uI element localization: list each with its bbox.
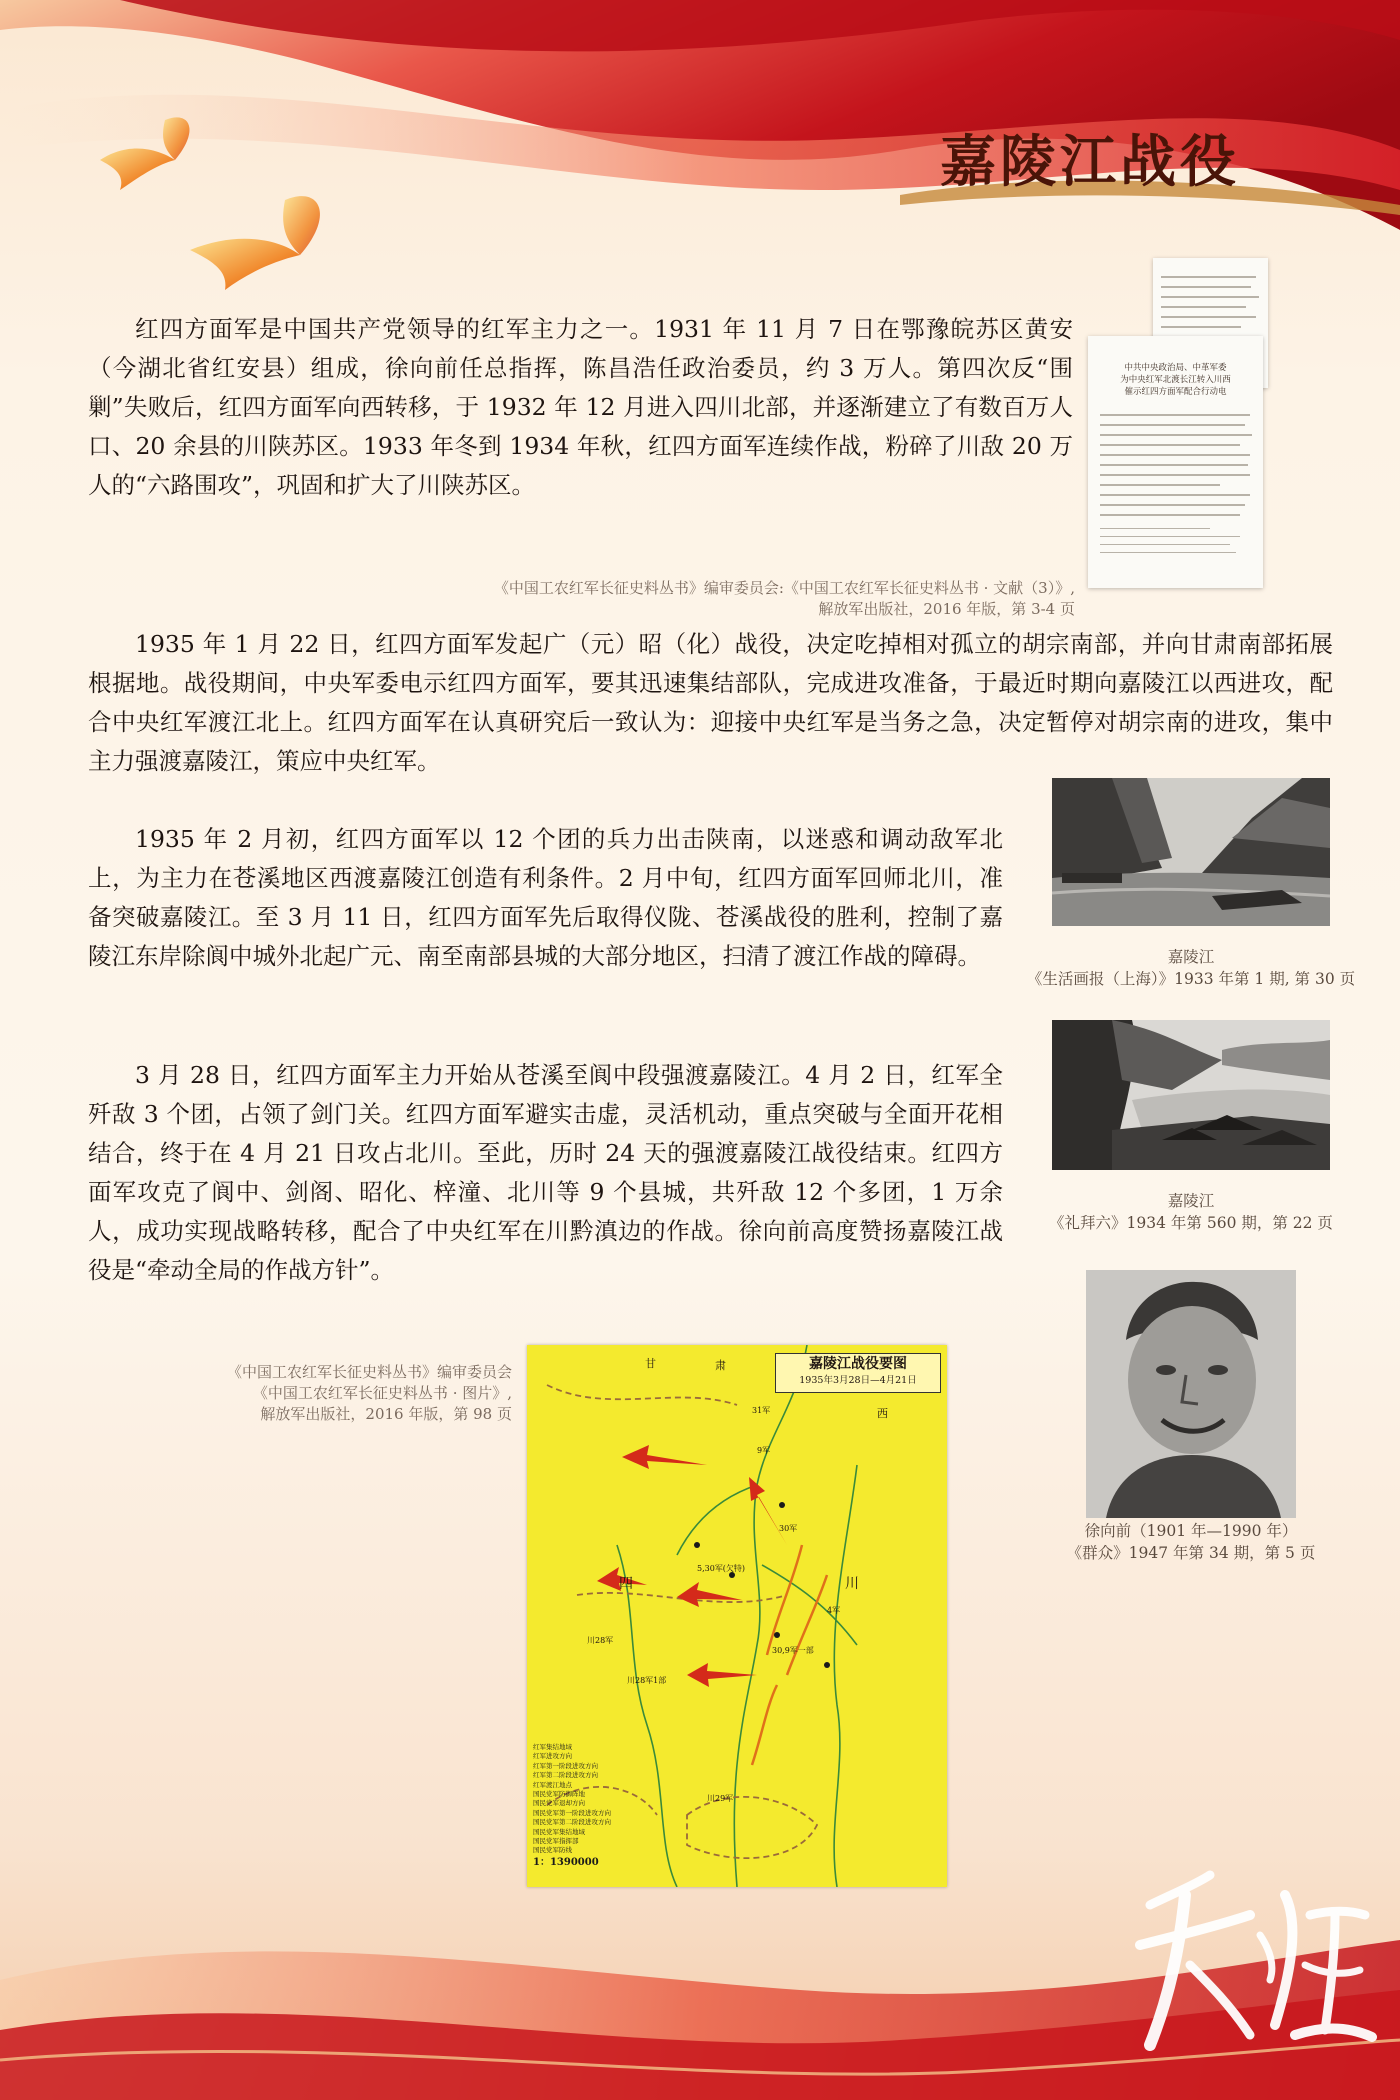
map-unit-label: 川28军: [587, 1636, 614, 1645]
changzheng-logo-calligraphy: [1110, 1855, 1380, 2055]
intro-citation: [140, 578, 1075, 620]
map-legend-item: 红军渡江地点: [533, 1780, 572, 1789]
map-citation-line3: 解放军出版社，2016 年版，第 98 页: [260, 1405, 512, 1423]
map-citation: [130, 1362, 512, 1425]
map-unit-label: 川29军: [707, 1794, 734, 1803]
map-unit-label: 川28军1部: [627, 1676, 667, 1685]
map-title: 嘉陵江战役要图: [809, 1356, 907, 1372]
map-unit-label: 30军: [779, 1524, 798, 1533]
map-legend-item: 国民党军第一阶段进攻方向: [533, 1808, 611, 1817]
map-unit-label: 30,9军一部: [772, 1646, 814, 1655]
map-legend-item: 国民党军集结地域: [533, 1827, 585, 1836]
map-subtitle: 1935年3月28日—4月21日: [799, 1375, 917, 1386]
map-scale: 1：1390000: [533, 1856, 599, 1868]
portrait-caption-line2: 《群众》1947 年第 34 期，第 5 页: [1066, 1544, 1316, 1562]
portrait-caption: [1020, 1520, 1362, 1564]
map-citation-line1: 《中国工农红军长征史料丛书》编审委员会: [226, 1363, 512, 1381]
portrait-caption-line1: 徐向前（1901 年—1990 年）: [1084, 1522, 1298, 1540]
xu-xiangqian-portrait-image: [1086, 1270, 1296, 1518]
map-legend-item: 红军第一阶段进攻方向: [533, 1761, 598, 1770]
paragraph-3: 1935 年 2 月初，红四方面军以 12 个团的兵力出击陕南，以迷惑和调动敌军北上，为主力在苍溪地区西渡嘉陵江创造有利条件。2 月中旬，红四方面军回师北川，准备突破嘉陵江。至 3 月 11 日，红四方面军先后取得仪陇、苍溪战役的胜利，控制了嘉陵江东岸除阆中城外北起广元、南至南部县城的大部分地区，扫清了渡江作战的障碍。: [88, 825, 1003, 970]
paragraph-2: 1935 年 1 月 22 日，红四方面军发起广（元）昭（化）战役，决定吃掉相对孤立的胡宗南部，并向甘肃南部拓展根据地。战役期间，中央军委电示红四方面军，要其迅速集结部队，完成进攻准备，于最近时期向嘉陵江以西进攻，配合中央红军渡江北上。红四方面军在认真研究后一致认为：迎接中央红军是当务之急，决定暂停对胡宗南的进攻，集中主力强渡嘉陵江，策应中央红军。: [88, 630, 1333, 775]
document-front-page: [1088, 336, 1263, 588]
photo-2-caption-line2: 《礼拜六》1934 年第 560 期，第 22 页: [1049, 1214, 1333, 1232]
changzheng-logo: [1110, 1855, 1380, 2055]
document-title-line3: 催示红四方面军配合行动电: [1124, 387, 1227, 397]
map-legend-item: 红军第二阶段进攻方向: [533, 1771, 598, 1780]
map-legend-item: 国民党军指挥部: [533, 1837, 579, 1846]
map-unit-label: 9军: [757, 1446, 771, 1455]
intro-citation-line2: 解放军出版社，2016 年版，第 3-4 页: [818, 600, 1075, 618]
intro-paragraph: 红四方面军是中国共产党领导的红军主力之一。1931 年 11 月 7 日在鄂豫皖苏区黄安（今湖北省红安县）组成，徐向前任总指挥，陈昌浩任政治委员，约 3 万人。第四次反“围剿”失败后，红四方面军向西转移，于 1932 年 12 月进入四川北部，并逐渐建立了有数百万人口、20 余县的川陕苏区。1933 年冬到 1934 年秋，红四方面军连续作战，粉碎了川敌 20 万人的“六路围攻”，巩固和扩大了川陕苏区。: [88, 315, 1073, 499]
map-legend-item: 国民党军防线: [533, 1846, 572, 1855]
map-region-label: 西: [877, 1407, 888, 1420]
map-unit-label: 31军: [752, 1406, 771, 1415]
document-title-line2: 为中央红军北渡长江转入川西: [1120, 375, 1231, 385]
map-legend-item: 国民党军防御阵地: [533, 1790, 585, 1799]
jialing-river-photo-2-image: [1052, 1020, 1330, 1170]
map-citation-line2: 《中国工农红军长征史料丛书 · 图片》,: [252, 1384, 512, 1402]
map-legend-item: 红军集结地域: [533, 1743, 572, 1751]
map-legend-item: 国民党军第二阶段进攻方向: [533, 1818, 611, 1827]
map-region-label: 川: [845, 1576, 859, 1592]
xu-xiangqian-portrait: [1086, 1270, 1296, 1518]
map-region-label: 四: [619, 1576, 633, 1592]
page-title: 嘉陵江战役: [940, 129, 1240, 195]
photo-2-caption: [1020, 1190, 1362, 1234]
jialing-river-photo-2: [1052, 1020, 1330, 1170]
map-unit-label: 4军: [827, 1606, 841, 1615]
jialing-river-photo-1: [1052, 778, 1330, 926]
photo-1-caption-line2: 《生活画报（上海）》1933 年第 1 期, 第 30 页: [1026, 970, 1356, 988]
map-region-label: 肃: [715, 1359, 726, 1372]
map-legend-item: 国民党军退却方向: [533, 1799, 585, 1808]
map-title-box: [775, 1353, 941, 1393]
paragraph-4: 3 月 28 日，红四方面军主力开始从苍溪至阆中段强渡嘉陵江。4 月 2 日，红军全歼敌 3 个团，占领了剑门关。红四方面军避实击虚，灵活机动，重点突破与全面开花相结合，终于在 4 月 21 日攻占北川。至此，历时 24 天的强渡嘉陵江战役结束。红四方面军攻克了阆中、剑阁、昭化、梓潼、北川等 9 个县城，共歼敌 12 个多团，1 万余人，成功实现战略转移，配合了中央红军在川黔滇边的作战。徐向前高度赞扬嘉陵江战役是“牵动全局的作战方针”。: [88, 1061, 1003, 1284]
map-region-label: 甘: [645, 1357, 656, 1370]
map-unit-label: 5,30军(欠特): [697, 1564, 746, 1573]
photo-2-caption-line1: 嘉陵江: [1167, 1192, 1215, 1210]
battle-map: [527, 1345, 947, 1887]
document-title-line1: 中共中央政治局、中革军委: [1124, 363, 1227, 373]
photo-1-caption: [1020, 946, 1362, 990]
intro-citation-line1: 《中国工农红军长征史料丛书》编审委员会:《中国工农红军长征史料丛书 · 文献（3）》,: [493, 579, 1075, 597]
document-scan: [1088, 258, 1268, 588]
map-legend-item: 红军进攻方向: [533, 1752, 572, 1761]
photo-1-caption-line1: 嘉陵江: [1167, 948, 1215, 966]
jialing-river-photo-1-image: [1052, 778, 1330, 926]
